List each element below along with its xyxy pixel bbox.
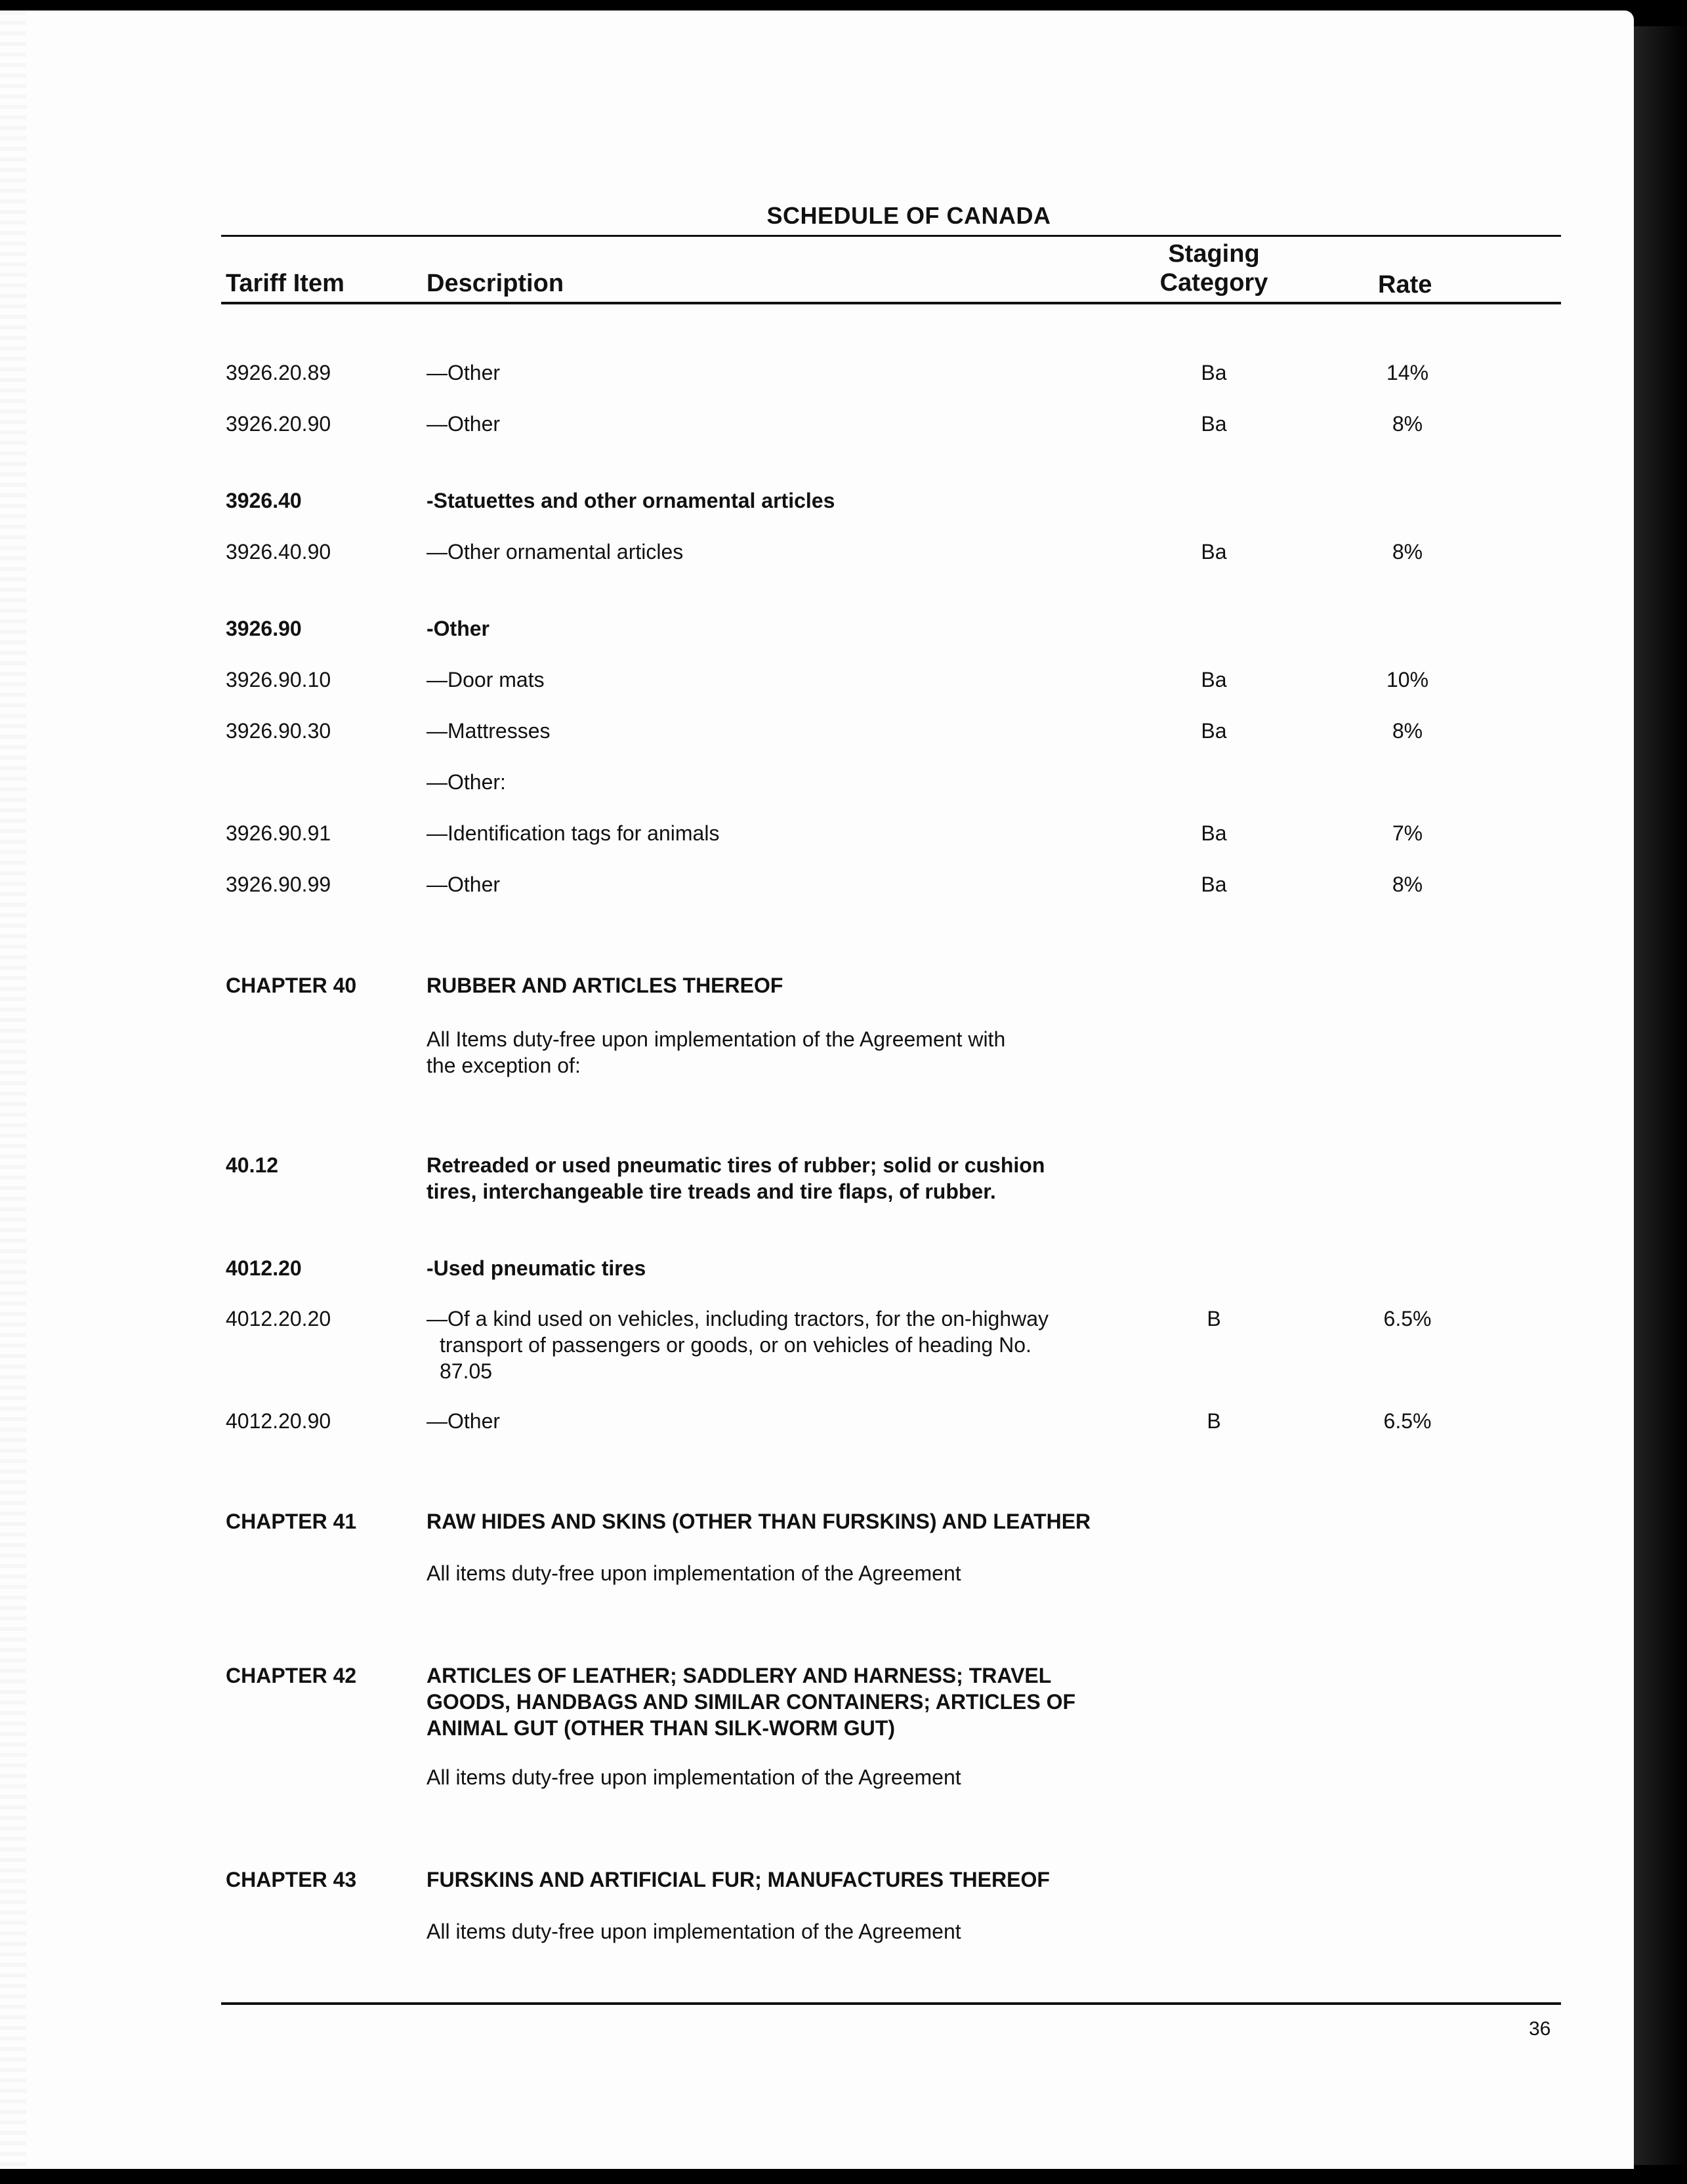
chapter-title: ARTICLES OF LEATHER; SADDLERY AND HARNESS; TRAVEL GOODS, HANDBAGS AND SIMILAR CONTAINERS; ARTICLES OF ANIMAL GUT (OTHER THAN SILK-WORM GUT) xyxy=(427,1664,1076,1740)
description: —Of a kind used on vehicles, including tractors, for the on-highway transport of passengers or goods, or on vehicles of heading No. 87.05 xyxy=(427,1307,1049,1383)
staging-category: Ba xyxy=(1201,821,1227,845)
chapter-number: CHAPTER 42 xyxy=(226,1664,357,1687)
staging-category: Ba xyxy=(1201,412,1227,436)
column-header-staging-category: Staging Category xyxy=(1159,240,1268,297)
document-page xyxy=(0,10,1634,2169)
description: -Other xyxy=(427,617,489,640)
description: Retreaded or used pneumatic tires of rubber; solid or cushion tires, interchangeable tire treads and tire flaps, of rubber. xyxy=(427,1153,1045,1203)
document-title: SCHEDULE OF CANADA xyxy=(766,202,1051,229)
description: —Other: xyxy=(427,770,506,794)
staging-category: B xyxy=(1207,1307,1221,1330)
chapter-42-note: All items duty-free upon implementation of the Agreement xyxy=(427,1765,961,1789)
staging-category: B xyxy=(1207,1409,1221,1433)
chapter-number: CHAPTER 40 xyxy=(226,974,357,997)
description: —Identification tags for animals xyxy=(427,821,720,845)
rate: 8% xyxy=(1392,412,1423,436)
chapter-number: CHAPTER 41 xyxy=(226,1510,357,1533)
staging-category: Ba xyxy=(1201,873,1227,896)
column-header-description: Description xyxy=(427,270,564,297)
tariff-item: 3926.40 xyxy=(226,489,302,512)
rate: 6.5% xyxy=(1383,1307,1432,1330)
description: -Statuettes and other ornamental articles xyxy=(427,489,835,512)
footer-rule xyxy=(221,2002,1561,2005)
description: —Other ornamental articles xyxy=(427,540,684,564)
staging-category: Ba xyxy=(1201,361,1227,384)
tariff-item: 40.12 xyxy=(226,1153,279,1177)
rate: 6.5% xyxy=(1383,1409,1432,1433)
tariff-item: 3926.90.30 xyxy=(226,719,331,743)
description: —Other xyxy=(427,412,501,436)
tariff-item: 3926.40.90 xyxy=(226,540,331,564)
tariff-item: 3926.90 xyxy=(226,617,302,640)
staging-category: Ba xyxy=(1201,719,1227,743)
tariff-item: 3926.90.91 xyxy=(226,821,331,845)
rate: 8% xyxy=(1392,873,1423,896)
column-header-tariff-item: Tariff Item xyxy=(226,270,344,297)
tariff-item: 3926.90.99 xyxy=(226,873,331,896)
chapter-40-note: All Items duty-free upon implementation of the Agreement with the exception of: xyxy=(427,1027,1006,1077)
rate: 14% xyxy=(1386,361,1429,384)
description: —Door mats xyxy=(427,668,545,691)
column-header-rate: Rate xyxy=(1378,271,1432,299)
chapter-41-note: All items duty-free upon implementation of the Agreement xyxy=(427,1561,961,1585)
page-number: 36 xyxy=(1529,2018,1551,2040)
tariff-item: 3926.90.10 xyxy=(226,668,331,691)
page-edge-shadow xyxy=(1634,26,1687,2165)
rate: 10% xyxy=(1386,668,1429,691)
chapter-43-note: All items duty-free upon implementation of the Agreement xyxy=(427,1920,961,1943)
tariff-item: 4012.20.90 xyxy=(226,1409,331,1433)
tariff-item: 4012.20 xyxy=(226,1256,302,1280)
description: -Used pneumatic tires xyxy=(427,1256,646,1280)
description: —Other xyxy=(427,361,501,384)
header-top-rule xyxy=(221,235,1561,237)
tariff-item: 4012.20.20 xyxy=(226,1307,331,1330)
staging-category: Ba xyxy=(1201,540,1227,564)
description: —Mattresses xyxy=(427,719,551,743)
description: —Other xyxy=(427,1409,501,1433)
description: —Other xyxy=(427,873,501,896)
chapter-title: RAW HIDES AND SKINS (OTHER THAN FURSKINS) AND LEATHER xyxy=(427,1510,1091,1533)
rate: 7% xyxy=(1392,821,1423,845)
staging-category: Ba xyxy=(1201,668,1227,691)
rate: 8% xyxy=(1392,719,1423,743)
chapter-title: RUBBER AND ARTICLES THEREOF xyxy=(427,974,783,997)
tariff-item: 3926.20.90 xyxy=(226,412,331,436)
rate: 8% xyxy=(1392,540,1423,564)
chapter-number: CHAPTER 43 xyxy=(226,1868,357,1891)
header-bottom-rule xyxy=(221,302,1561,304)
tariff-item: 3926.20.89 xyxy=(226,361,331,384)
chapter-title: FURSKINS AND ARTIFICIAL FUR; MANUFACTURES THEREOF xyxy=(427,1868,1050,1891)
